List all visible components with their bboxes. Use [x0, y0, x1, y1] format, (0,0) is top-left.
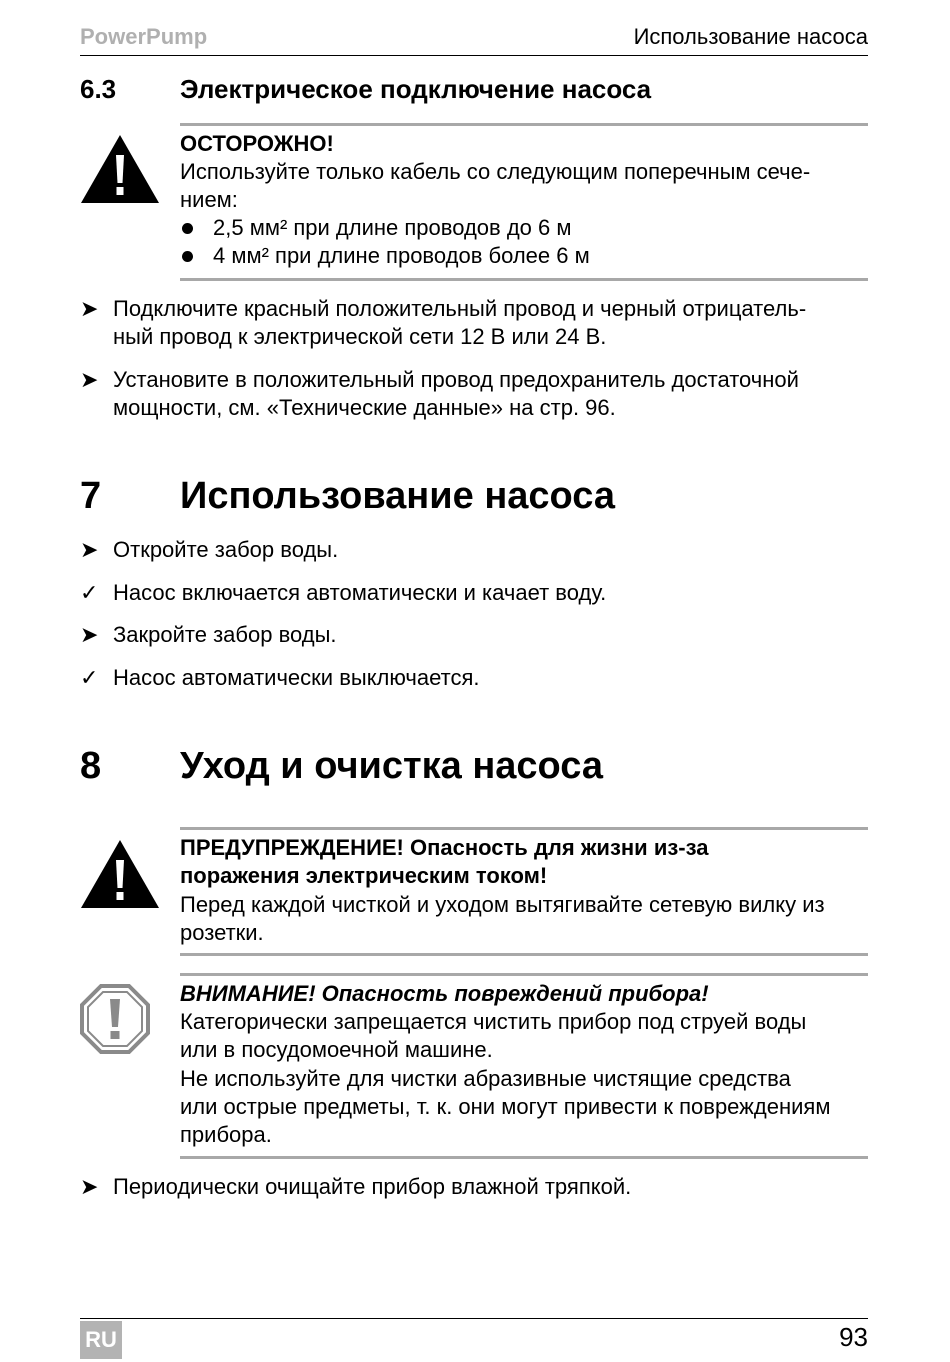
arrow-right-icon: ➤: [80, 296, 99, 321]
arrow-right-icon: ➤: [80, 622, 99, 647]
notice-top-rule: [180, 973, 868, 976]
step-line: Подключите красный положительный провод и черный отрицатель-: [113, 296, 807, 321]
list-item: Насос автоматически выключается.: [113, 665, 480, 690]
step-line: ный провод к электрической сети 12 В или 24 В.: [113, 324, 607, 349]
warning-bottom-rule: [180, 953, 868, 956]
arrow-right-icon: ➤: [80, 1174, 99, 1199]
bullet-icon: [182, 223, 193, 234]
list-item: Откройте забор воды.: [113, 537, 339, 562]
bullet-item: 4 мм² при длине проводов более 6 м: [213, 243, 590, 268]
warning-title-line-1: ПРЕДУПРЕЖДЕНИЕ! Опасность для жизни из-за: [180, 835, 709, 860]
list-item: Закройте забор воды.: [113, 622, 337, 647]
notice-line: или в посудомоечной машине.: [180, 1037, 493, 1062]
warning-line: розетки.: [180, 920, 264, 945]
checkmark-icon: ✓: [80, 580, 99, 605]
caution-line-2: нием:: [180, 187, 238, 212]
notice-title: ВНИМАНИЕ! Опасность повреждений прибора!: [180, 981, 709, 1006]
bullet-icon: [182, 251, 193, 262]
section-7-title: Использование насоса: [180, 475, 615, 517]
bullet-item: 2,5 мм² при длине проводов до 6 м: [213, 215, 572, 240]
section-7-number: 7: [80, 475, 102, 517]
caution-bottom-rule: [180, 278, 868, 281]
language-badge: RU: [80, 1321, 122, 1359]
step-line: мощности, см. «Технические данные» на стр. 96.: [113, 395, 616, 420]
header-brand: PowerPump: [80, 24, 208, 49]
arrow-right-icon: ➤: [80, 367, 99, 392]
notice-line: прибора.: [180, 1122, 272, 1147]
section-8-number: 8: [80, 745, 102, 787]
list-item: Насос включается автоматически и качает воду.: [113, 580, 607, 605]
caution-line-1: Используйте только кабель со следующим поперечным сече-: [180, 159, 811, 184]
notice-line: или острые предметы, т. к. они могут привести к повреждениям: [180, 1094, 831, 1119]
warning-triangle-icon: [79, 838, 161, 910]
notice-line: Не используйте для чистки абразивные чистящие средства: [180, 1066, 791, 1091]
warning-title-line-2: поражения электрическим током!: [180, 863, 548, 888]
exclamation-octagon-icon: [79, 983, 151, 1055]
section-6-3-number: 6.3: [80, 74, 117, 104]
warning-triangle-icon: [79, 133, 161, 205]
caution-title: ОСТОРОЖНО!: [180, 131, 334, 156]
notice-bottom-rule: [180, 1156, 868, 1159]
footer-rule: [80, 1318, 868, 1319]
arrow-right-icon: ➤: [80, 537, 99, 562]
page-number: 93: [839, 1322, 868, 1352]
warning-line: Перед каждой чисткой и уходом вытягивайте сетевую вилку из: [180, 892, 825, 917]
warning-top-rule: [180, 827, 868, 830]
step-line: Установите в положительный провод предохранитель достаточной: [113, 367, 799, 392]
header-rule: [80, 55, 868, 56]
caution-top-rule: [180, 123, 868, 126]
step-line: Периодически очищайте прибор влажной тряпкой.: [113, 1174, 632, 1199]
section-6-3-title: Электрическое подключение насоса: [180, 74, 652, 104]
header-section: Использование насоса: [633, 24, 868, 49]
notice-line: Категорически запрещается чистить прибор под струей воды: [180, 1009, 807, 1034]
section-8-title: Уход и очистка насоса: [180, 745, 603, 787]
checkmark-icon: ✓: [80, 665, 99, 690]
